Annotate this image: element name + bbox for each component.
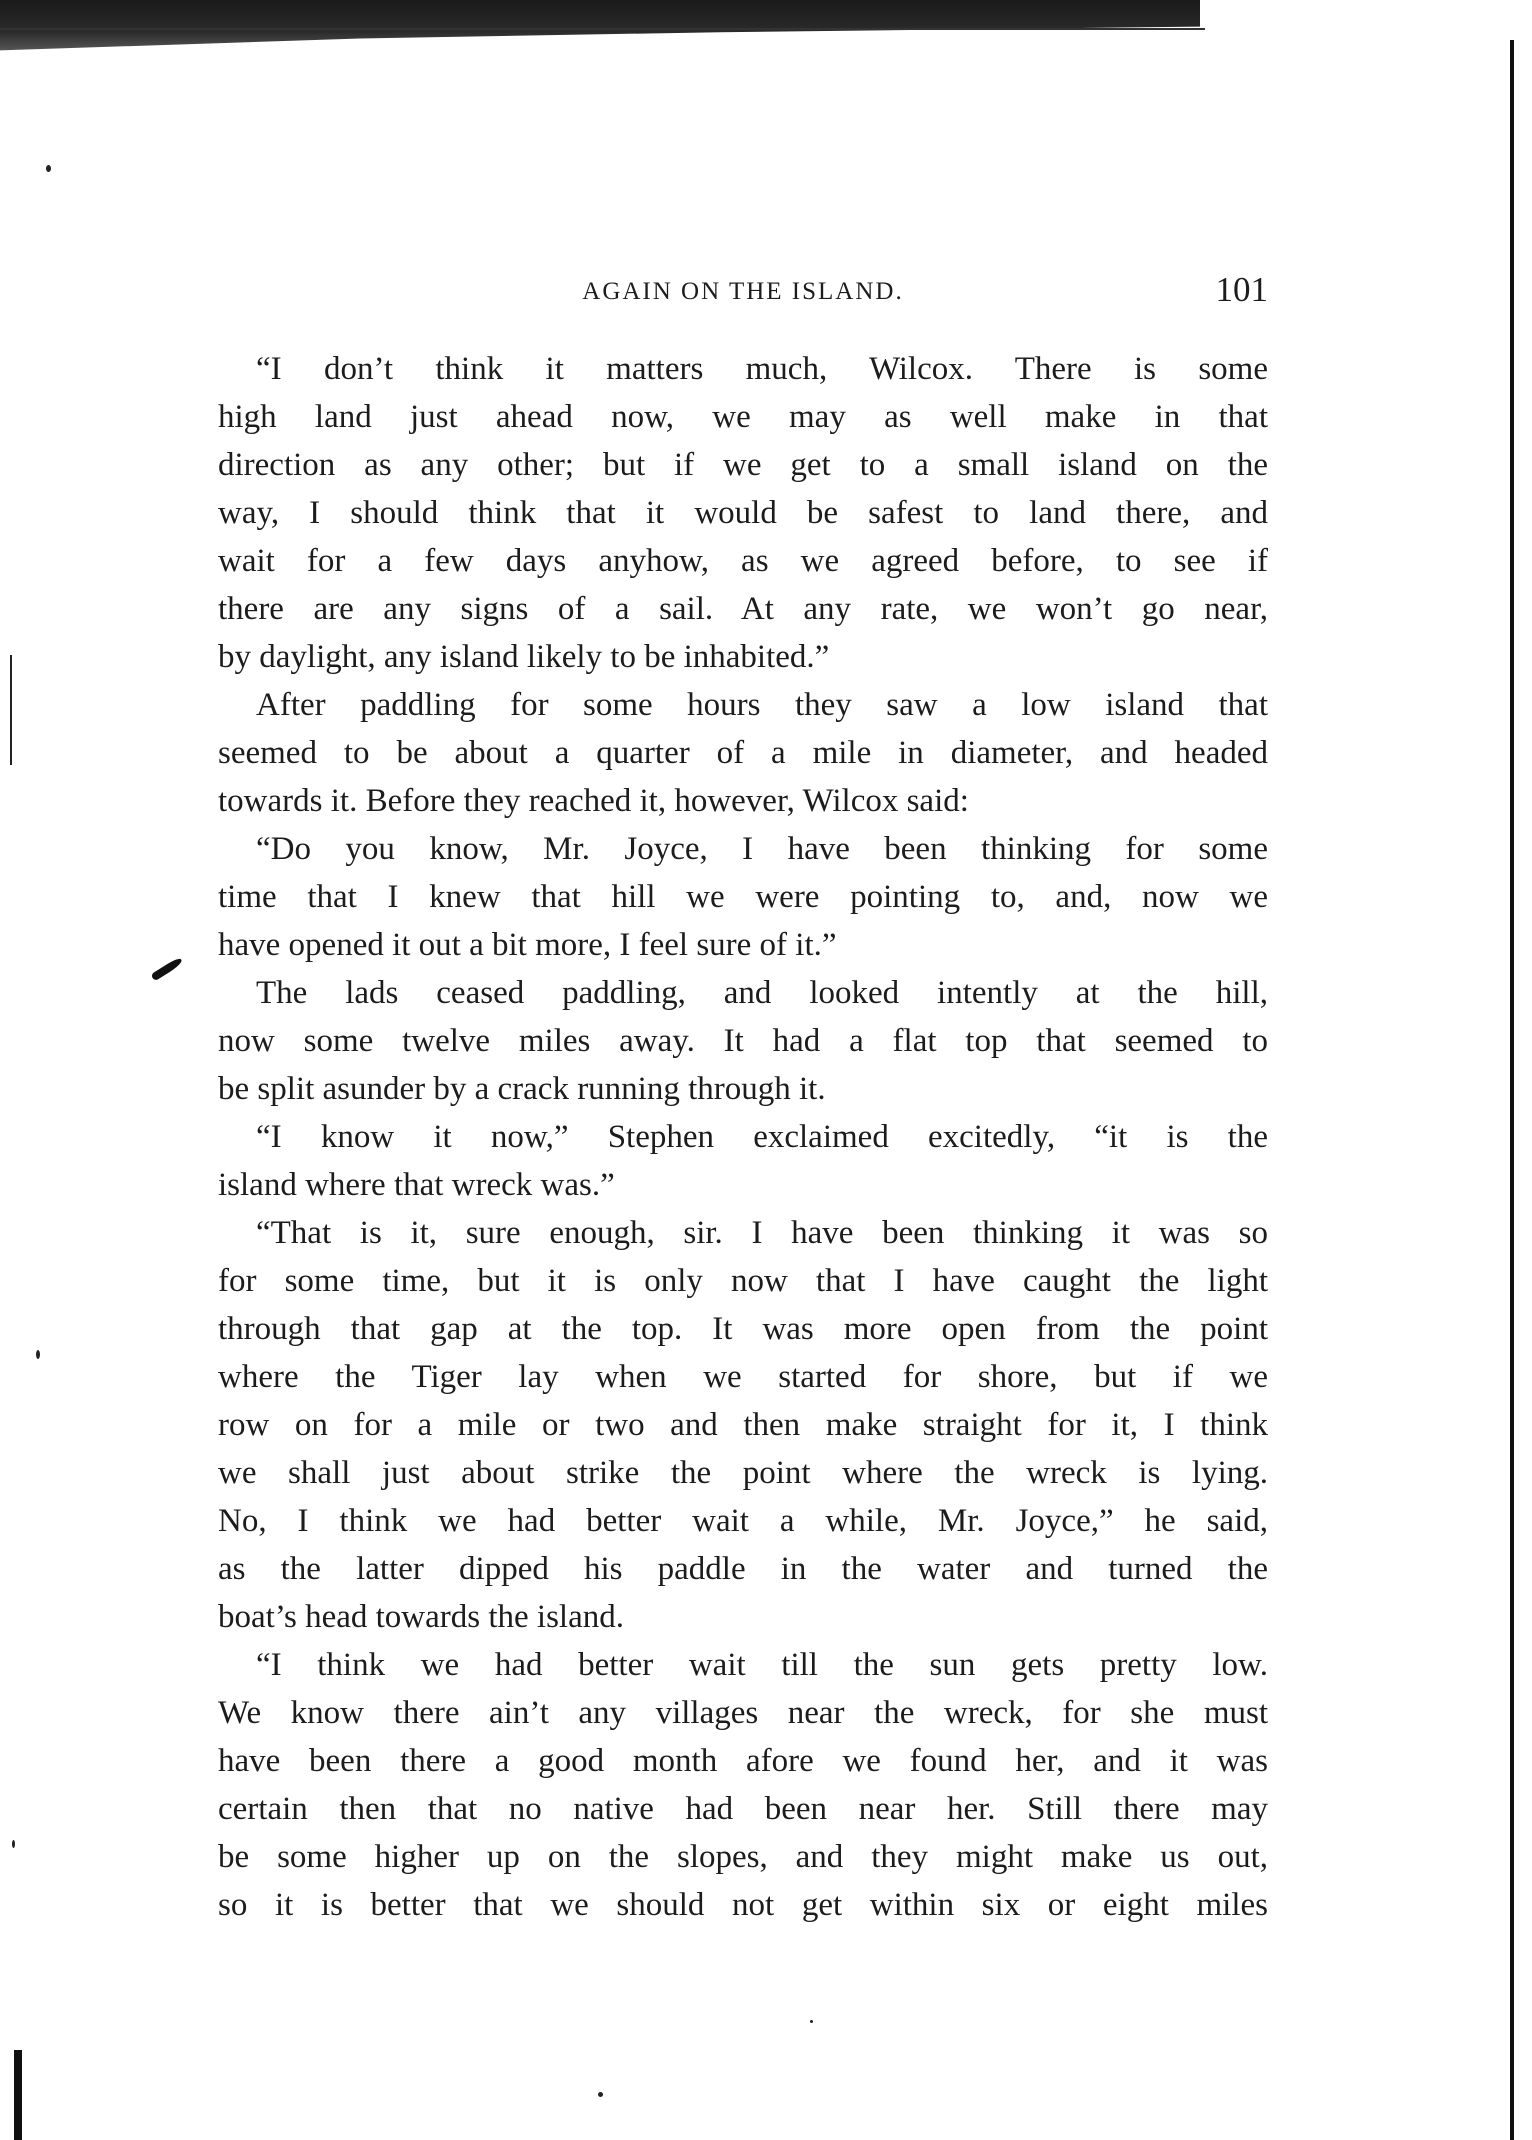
text-line: there are any signs of a sail. At any rate, we won’t go near, (218, 591, 1268, 627)
scan-edge-line-top (0, 28, 1205, 30)
text-line: towards it. Before they reached it, however, Wilcox said: (218, 783, 969, 819)
text-line: time that I knew that hill we were pointing to, and, now we (218, 879, 1268, 915)
ink-blot (150, 957, 183, 982)
running-head: AGAIN ON THE ISLAND. (582, 278, 904, 305)
scan-edge-right (1510, 40, 1514, 2140)
text-line: After paddling for some hours they saw a low island that (256, 687, 1268, 723)
text-line: for some time, but it is only now that I have caught the light (218, 1263, 1268, 1299)
text-line: The lads ceased paddling, and looked intently at the hill, (256, 975, 1268, 1011)
text-line: “I know it now,” Stephen exclaimed excitedly, “it is the (256, 1119, 1268, 1155)
text-line: seemed to be about a quarter of a mile in diameter, and headed (218, 735, 1268, 771)
page-header (218, 270, 1268, 320)
dust-speck (598, 2092, 603, 2097)
dust-speck (46, 165, 51, 172)
body-text (218, 345, 1268, 1929)
text-line: wait for a few days anyhow, as we agreed before, to see if (218, 543, 1268, 579)
text-line: so it is better that we should not get within six or eight miles (218, 1887, 1268, 1923)
text-line: way, I should think that it would be safest to land there, and (218, 495, 1268, 531)
dust-speck (810, 2020, 813, 2023)
text-line: row on for a mile or two and then make straight for it, I think (218, 1407, 1268, 1443)
text-line: island where that wreck was.” (218, 1167, 615, 1203)
text-line: “I don’t think it matters much, Wilcox. There is some (256, 351, 1268, 387)
text-line: boat’s head towards the island. (218, 1599, 624, 1635)
text-line: “I think we had better wait till the sun gets pretty low. (256, 1647, 1268, 1683)
text-line: be split asunder by a crack running through it. (218, 1071, 826, 1107)
text-line: We know there ain’t any villages near the wreck, for she must (218, 1695, 1268, 1731)
text-line: direction as any other; but if we get to a small island on the (218, 447, 1268, 483)
text-line: as the latter dipped his paddle in the water and turned the (218, 1551, 1268, 1587)
text-line: now some twelve miles away. It had a flat top that seemed to (218, 1023, 1268, 1059)
text-line: No, I think we had better wait a while, Mr. Joyce,” he said, (218, 1503, 1268, 1539)
text-line: be some higher up on the slopes, and they might make us out, (218, 1839, 1268, 1875)
text-line: where the Tiger lay when we started for shore, but if we (218, 1359, 1268, 1395)
scan-mark-left (10, 655, 12, 765)
text-line: we shall just about strike the point where the wreck is lying. (218, 1455, 1268, 1491)
scan-shadow-top (0, 0, 1200, 70)
dust-speck (36, 1350, 40, 1359)
text-line: by daylight, any island likely to be inhabited.” (218, 639, 830, 675)
scan-edge-left-bottom (14, 2050, 22, 2140)
text-line: have opened it out a bit more, I feel sure of it.” (218, 927, 837, 963)
text-line: “That is it, sure enough, sir. I have been thinking it was so (256, 1215, 1268, 1251)
page-number: 101 (1215, 270, 1268, 309)
text-line: high land just ahead now, we may as well make in that (218, 399, 1268, 435)
text-line: “Do you know, Mr. Joyce, I have been thinking for some (256, 831, 1268, 867)
text-line: have been there a good month afore we found her, and it was (218, 1743, 1268, 1779)
text-line: certain then that no native had been near her. Still there may (218, 1791, 1268, 1827)
text-line: through that gap at the top. It was more open from the point (218, 1311, 1268, 1347)
dust-speck (12, 1840, 15, 1848)
